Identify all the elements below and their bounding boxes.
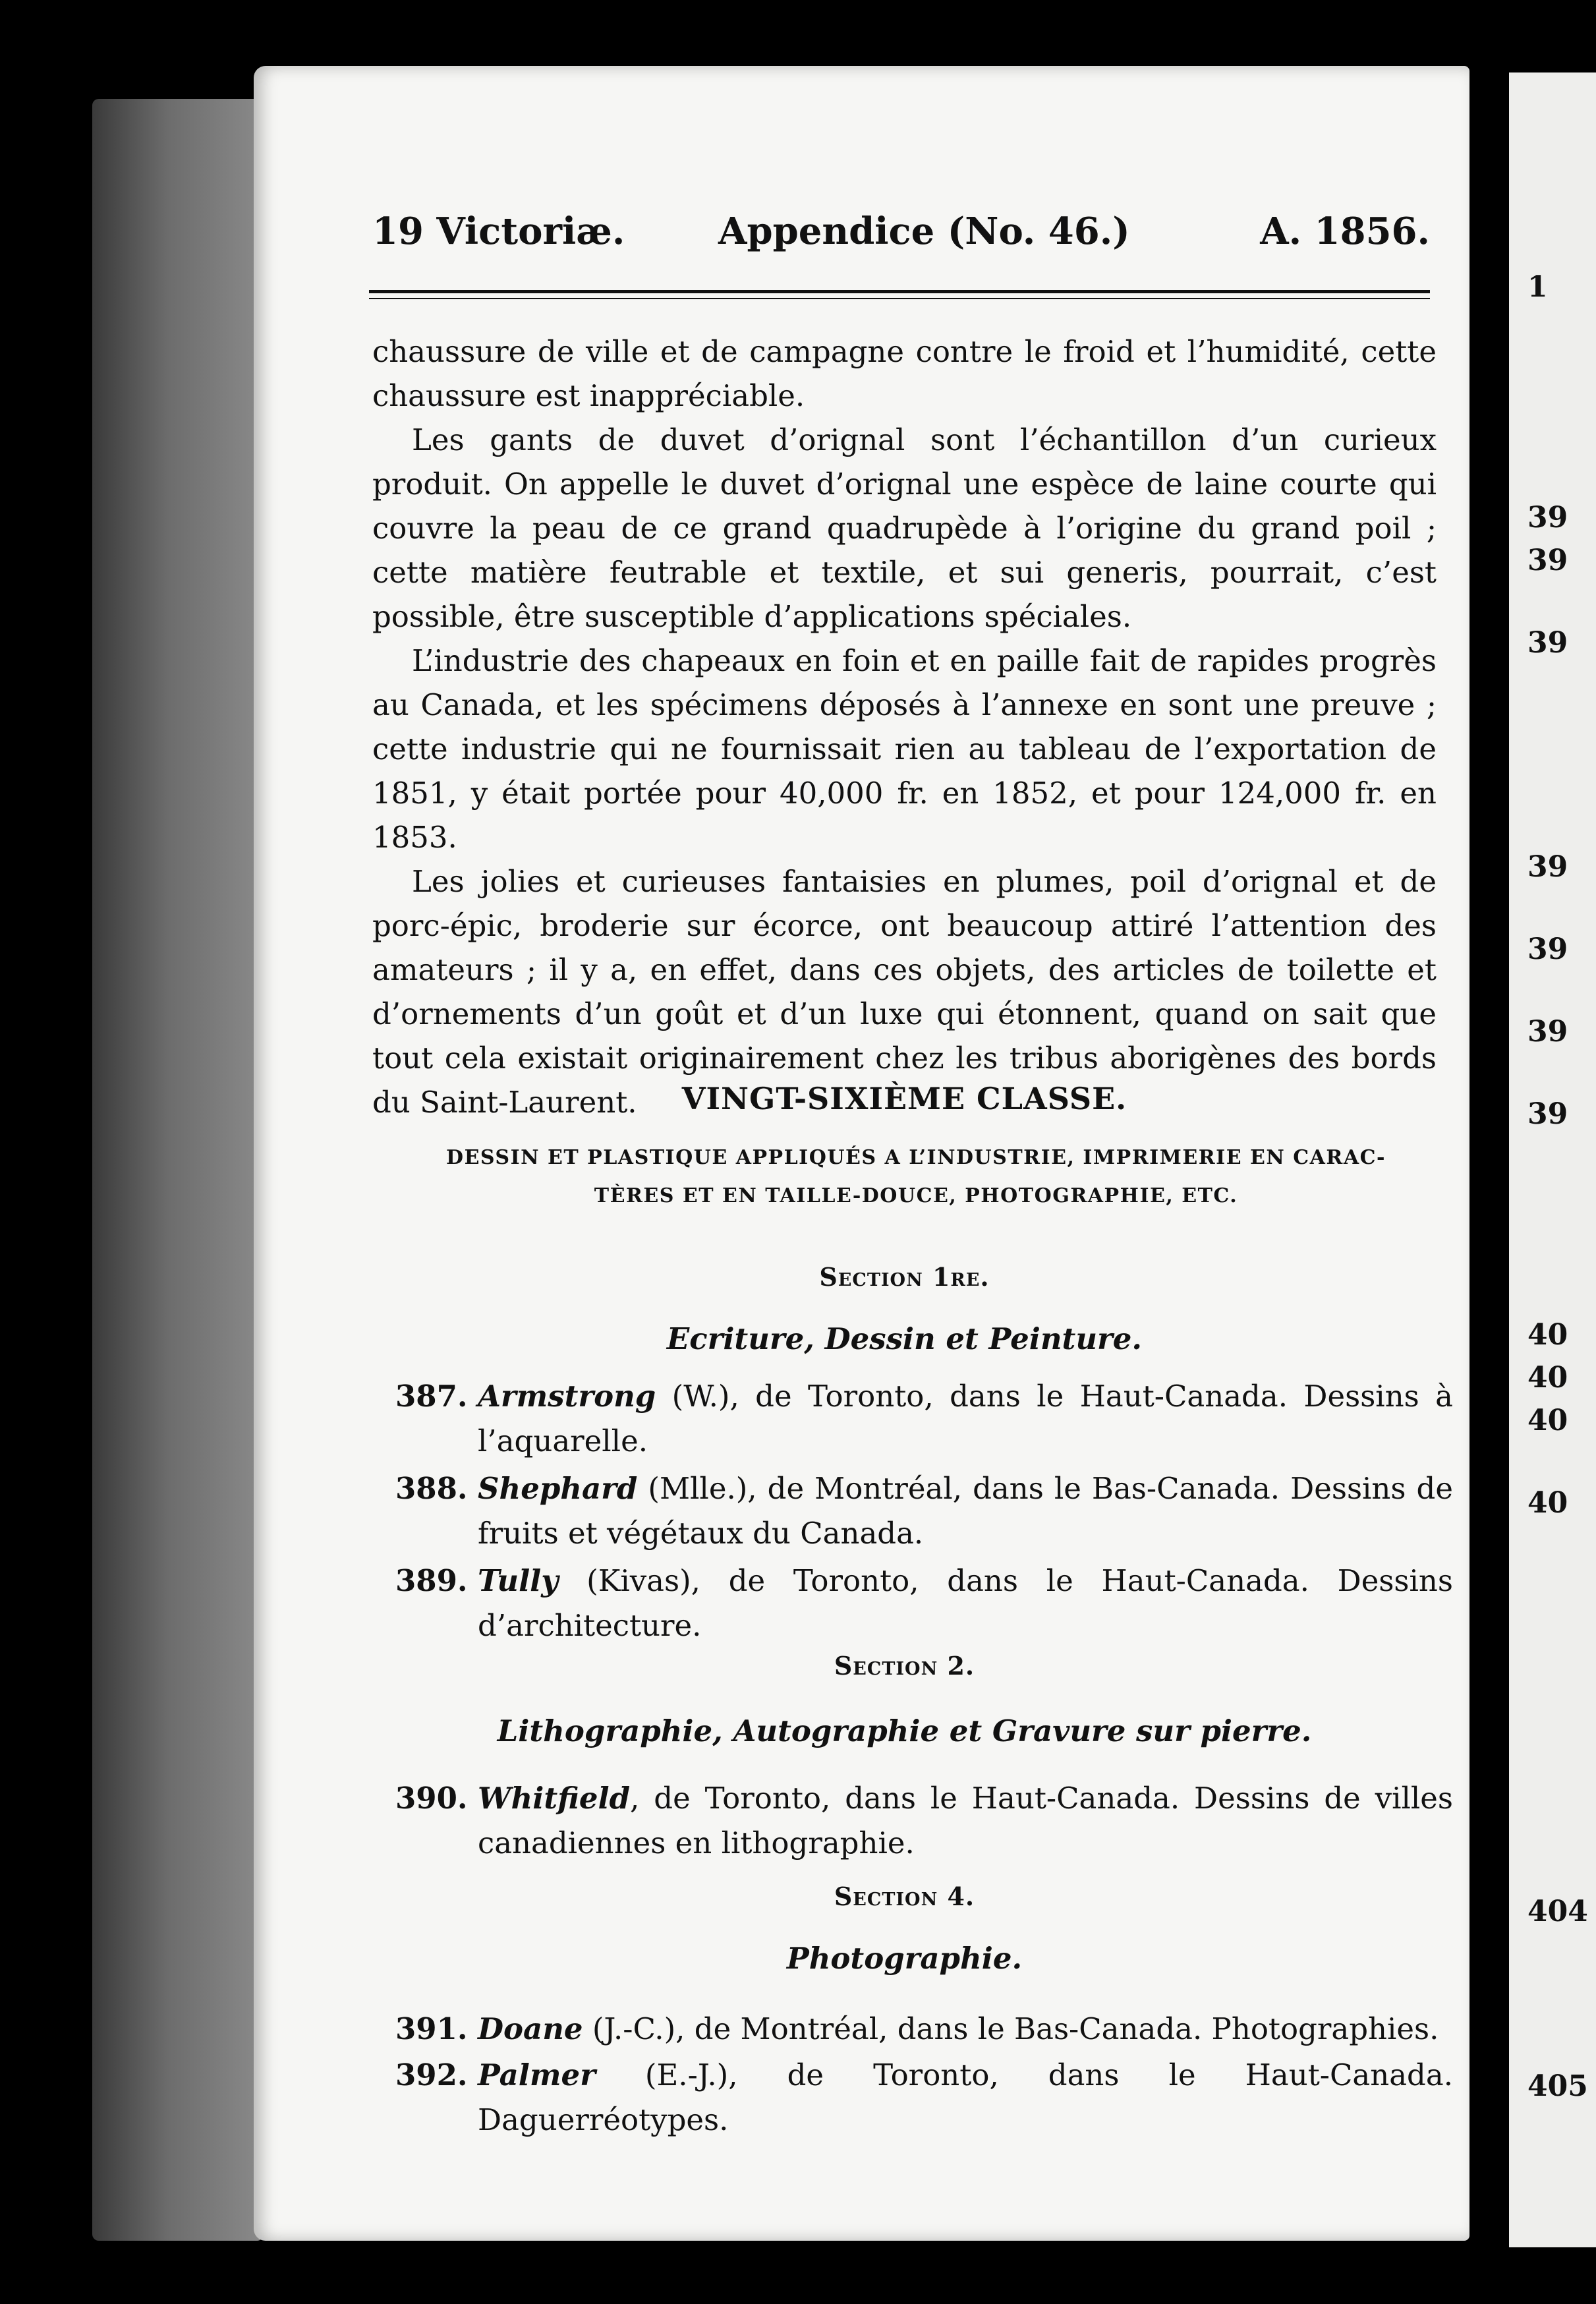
edge-number: 39	[1527, 850, 1568, 884]
section-subtitle: Ecriture, Dessin et Peinture.	[666, 1321, 1143, 1356]
header-year: A. 1856.	[1260, 210, 1430, 253]
catalog-entry	[395, 2007, 1453, 2052]
entry-number: 387.	[395, 1379, 468, 1414]
section-title: Section 4.	[834, 1882, 975, 1911]
edge-number: 40	[1527, 1318, 1568, 1352]
edge-number: 39	[1527, 544, 1568, 577]
entry-number: 388.	[395, 1471, 468, 1506]
edge-number: 39	[1527, 1097, 1568, 1131]
catalog-entry	[395, 1466, 1453, 1556]
adjacent-page-edge	[1509, 72, 1596, 2247]
exhibitor-name: Whitfield	[478, 1781, 631, 1816]
catalog-entry	[395, 2053, 1453, 2143]
header-rule-thick	[369, 290, 1430, 293]
class-title: VINGT-SIXIÈME CLASSE.	[681, 1081, 1127, 1116]
header-volume: 19 Victoriæ.	[372, 210, 625, 253]
exhibitor-name: Shephard	[478, 1471, 638, 1506]
edge-number: 1	[1527, 270, 1548, 304]
section-title: Section 2.	[834, 1651, 975, 1681]
paragraph: chaussure de ville et de campagne contre le froid et l’humidité, cette chaussure est inappréciable.	[372, 334, 1437, 413]
exhibitor-name: Palmer	[478, 2058, 596, 2092]
class-subtitle-line: TÈRES ET EN TAILLE-DOUCE, PHOTOGRAPHIE, ETC.	[594, 1184, 1238, 1207]
edge-number: 40	[1527, 1486, 1568, 1520]
edge-number: 40	[1527, 1361, 1568, 1395]
entry-description: (J.-C.), de Montréal, dans le Bas-Canada. Photographies.	[583, 2011, 1439, 2046]
entry-description: (W.), de Toronto, dans le Haut-Canada. Dessins à l’aquarelle.	[478, 1379, 1453, 1458]
entry-description: (E.-J.), de Toronto, dans le Haut-Canada. Daguerréotypes.	[478, 2058, 1453, 2137]
section-title: Section 1re.	[819, 1262, 990, 1292]
edge-number: 40	[1527, 1404, 1568, 1437]
edge-number: 39	[1527, 1015, 1568, 1049]
entry-description: (Mlle.), de Montréal, dans le Bas-Canada. Dessins de fruits et végétaux du Canada.	[478, 1471, 1453, 1551]
entry-number: 390.	[395, 1781, 468, 1816]
class-subtitle-line: DESSIN ET PLASTIQUE APPLIQUÉS A L’INDUSTRIE, IMPRIMERIE EN CARAC-	[446, 1146, 1386, 1169]
exhibitor-name: Armstrong	[478, 1379, 656, 1414]
entry-number: 392.	[395, 2058, 468, 2092]
entry-description: , de Toronto, dans le Haut-Canada. Dessins de villes canadiennes en lithographie.	[478, 1781, 1453, 1860]
catalog-entry	[395, 1776, 1453, 1866]
edge-number: 404	[1527, 1895, 1588, 1928]
section-subtitle: Photographie.	[786, 1941, 1023, 1976]
edge-number: 39	[1527, 501, 1568, 534]
header-appendix: Appendice (No. 46.)	[718, 210, 1130, 253]
exhibitor-name: Tully	[478, 1563, 559, 1598]
paragraph: Les jolies et curieuses fantaisies en plumes, poil d’orignal et de porc-épic, broderie sur écorce, ont beaucoup attiré l’attention des amateurs ; il y a, en effet, dans ces objets, des articles de toilette et d’ornements d’un goût et d’un luxe qui étonnent, quand on sait que tout cela existait originairement chez les tribus aborigènes des bords du Saint-Laurent.	[372, 864, 1437, 1120]
book-spine-shadow	[92, 99, 264, 2241]
entry-number: 389.	[395, 1563, 468, 1598]
entry-description: (Kivas), de Toronto, dans le Haut-Canada. Dessins d’architecture.	[478, 1563, 1453, 1643]
edge-number: 39	[1527, 933, 1568, 966]
running-header	[372, 210, 1430, 269]
catalog-entry	[395, 1559, 1453, 1648]
exhibitor-name: Doane	[478, 2011, 583, 2046]
edge-number: 405	[1527, 2069, 1588, 2103]
edge-number: 39	[1527, 626, 1568, 660]
entry-number: 391.	[395, 2011, 468, 2046]
paragraph: Les gants de duvet d’orignal sont l’échantillon d’un curieux produit. On appelle le duvet d’orignal une espèce de laine courte qui couvre la peau de ce grand quadrupède à l’origine du grand poil ; cette matière feutrable et textile, et sui generis, pourrait, c’est possible, être susceptible d’applications spéciales.	[372, 422, 1437, 634]
class-subtitle	[395, 1139, 1437, 1215]
paragraph: L’industrie des chapeaux en foin et en paille fait de rapides progrès au Canada, et les spécimens déposés à l’annexe en sont une preuve ; cette industrie qui ne fournissait rien au tableau de l’exportation de 1851, y était portée pour 40,000 fr. en 1852, et pour 124,000 fr. en 1853.	[372, 643, 1437, 855]
catalog-entry	[395, 1374, 1453, 1464]
body-text	[372, 330, 1437, 1124]
header-rule-thin	[369, 298, 1430, 299]
section-subtitle: Lithographie, Autographie et Gravure sur pierre.	[497, 1714, 1312, 1748]
